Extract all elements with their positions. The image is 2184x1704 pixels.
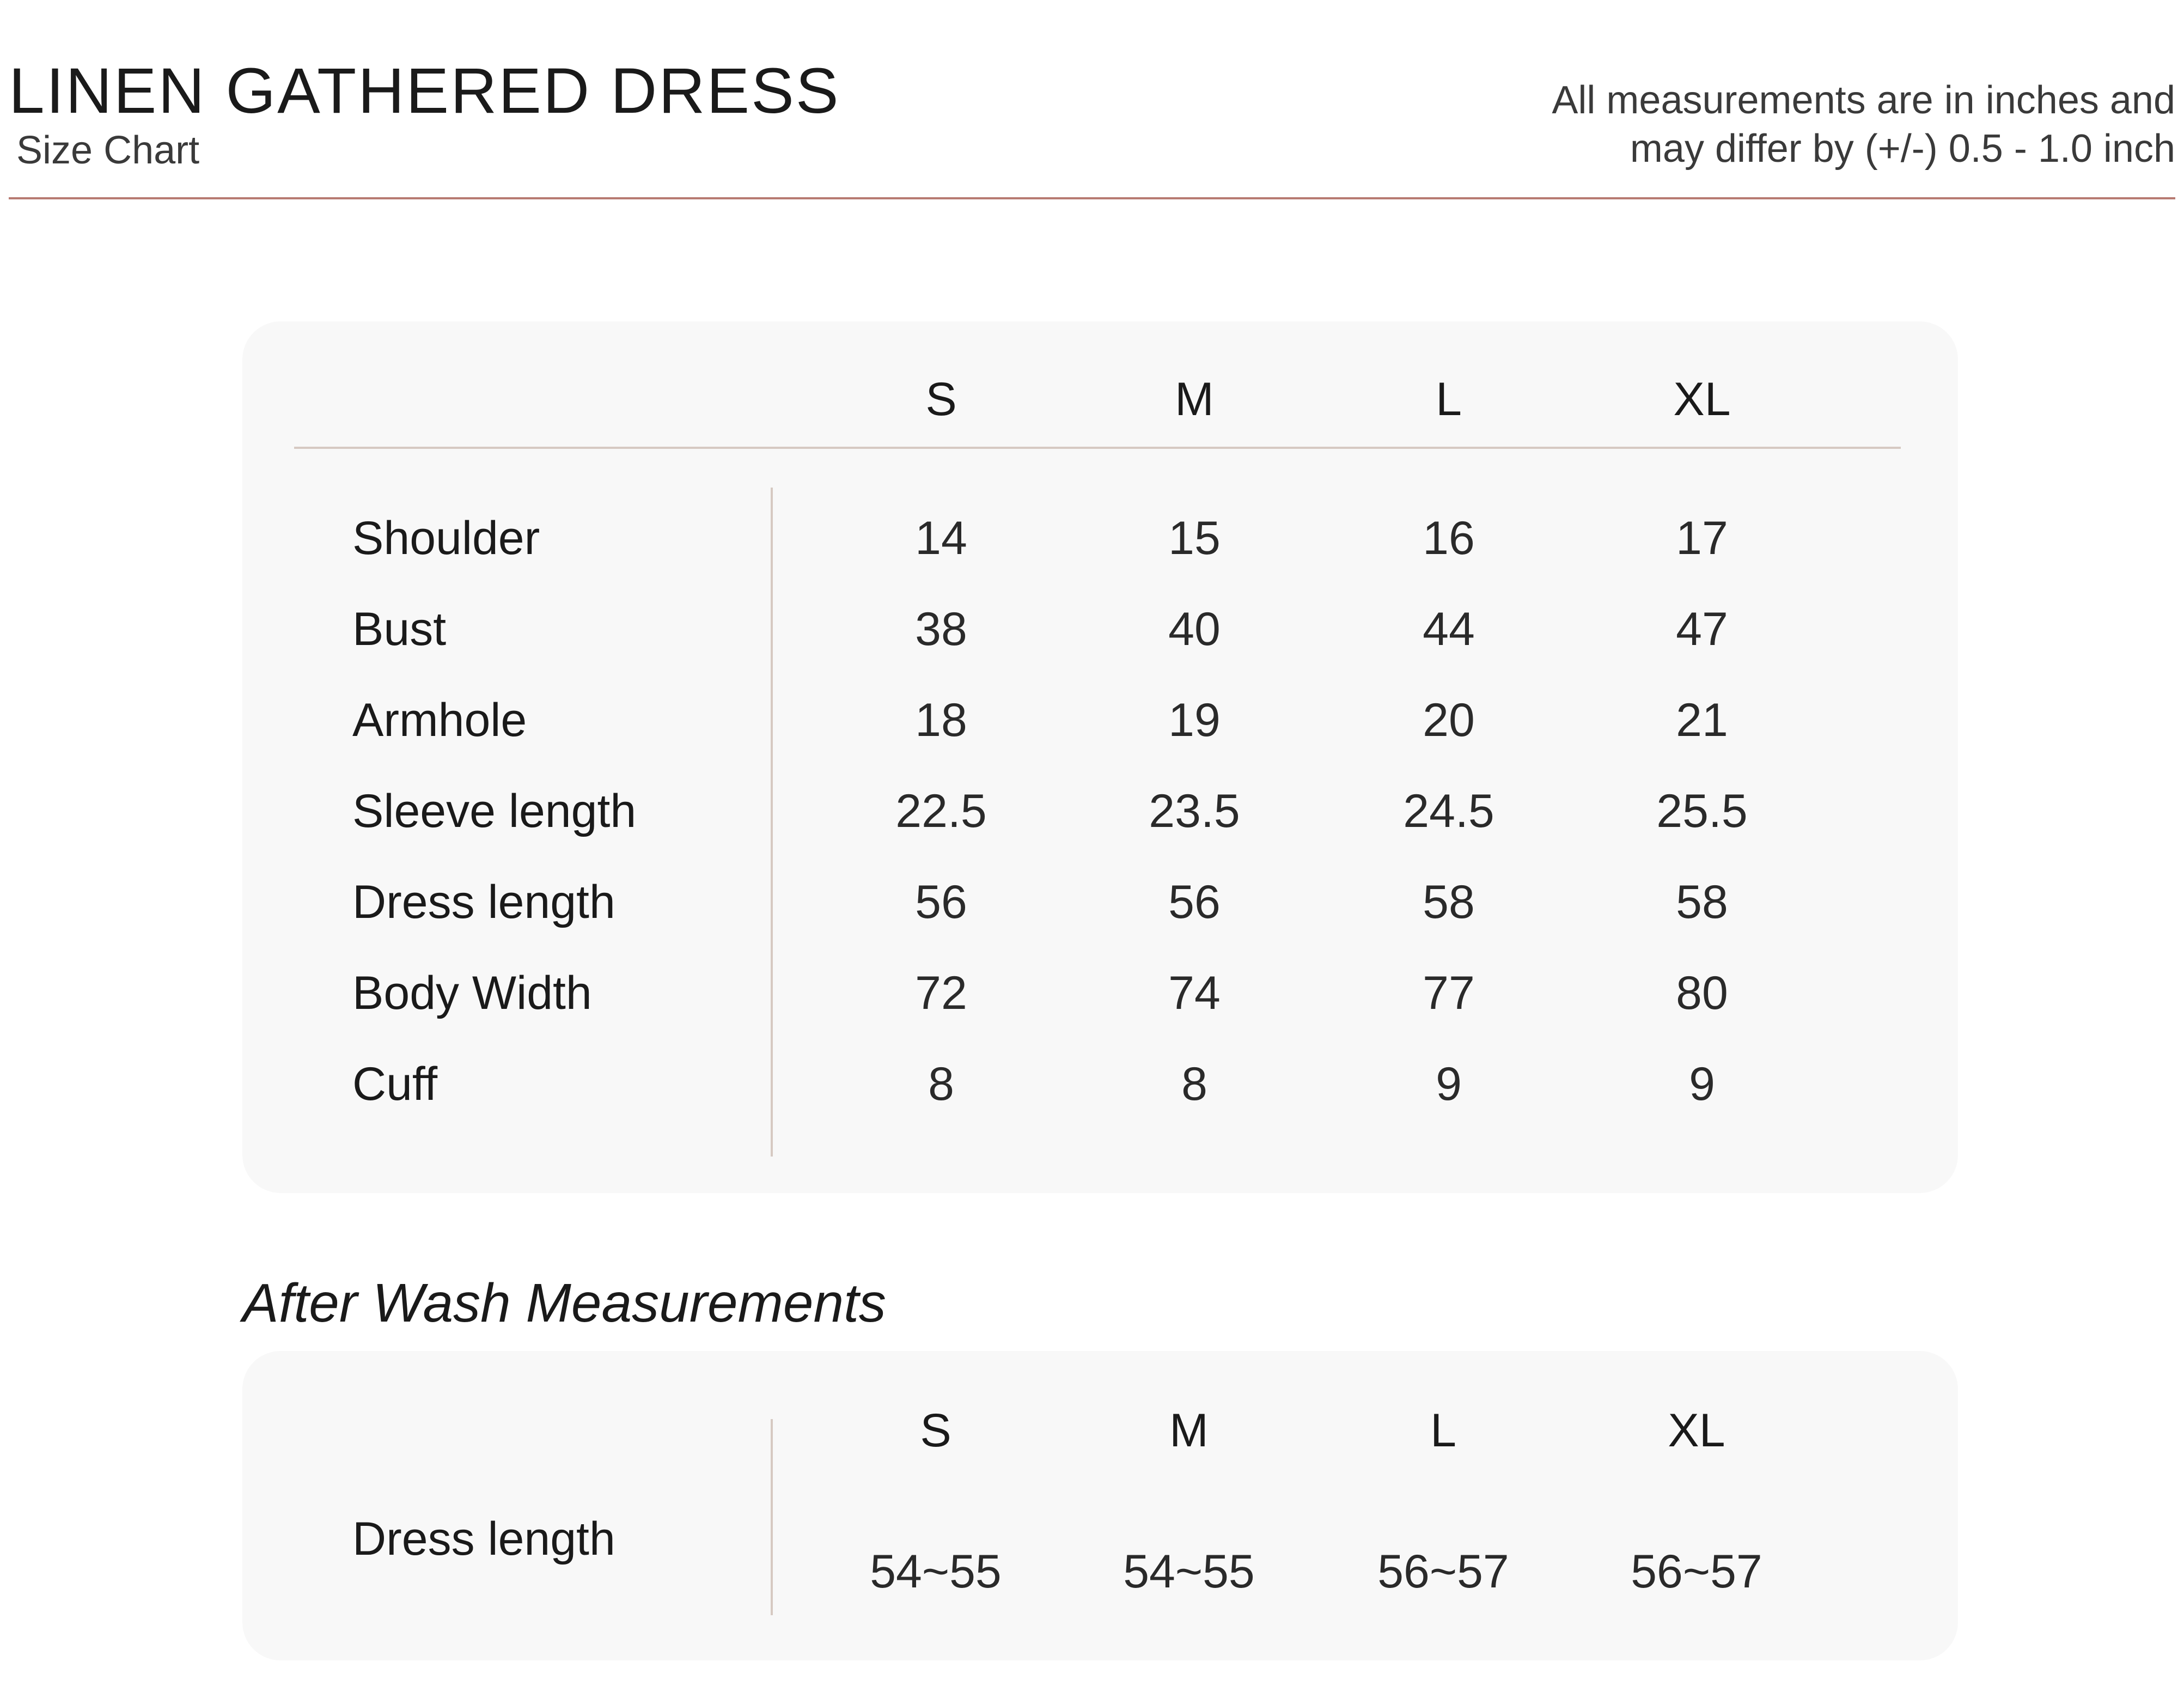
table-cell: 20 xyxy=(1423,694,1475,746)
table-cell: 25.5 xyxy=(1656,785,1748,837)
size-header-xl: XL xyxy=(1668,1404,1725,1457)
header-divider xyxy=(9,197,2175,199)
label-column-divider xyxy=(771,488,773,1157)
table-cell: 56~57 xyxy=(1377,1545,1509,1598)
size-chart-card xyxy=(242,321,1958,1193)
table-cell: 23.5 xyxy=(1149,785,1240,837)
table-cell: 80 xyxy=(1676,967,1728,1019)
table-cell: 17 xyxy=(1676,512,1728,564)
table-cell: 15 xyxy=(1168,512,1221,564)
measurement-note xyxy=(1552,76,2175,174)
size-header-m: M xyxy=(1169,1404,1209,1457)
table-cell: 58 xyxy=(1676,876,1728,928)
size-header-m: M xyxy=(1175,373,1214,425)
size-header-s: S xyxy=(920,1404,951,1457)
row-label-shoulder: Shoulder xyxy=(352,512,540,564)
row-label-dress-length: Dress length xyxy=(352,1513,615,1565)
size-header-l: L xyxy=(1430,1404,1456,1457)
table-cell: 40 xyxy=(1168,603,1221,655)
page-subtitle: Size Chart xyxy=(16,129,200,172)
table-cell: 54~55 xyxy=(870,1545,1002,1598)
table-cell: 58 xyxy=(1423,876,1475,928)
table-cell: 9 xyxy=(1689,1058,1715,1110)
table-cell: 56 xyxy=(1168,876,1221,928)
table-cell: 74 xyxy=(1168,967,1221,1019)
after-wash-card xyxy=(242,1351,1958,1660)
table-cell: 18 xyxy=(915,694,967,746)
size-header-l: L xyxy=(1436,373,1462,425)
table-cell: 16 xyxy=(1423,512,1475,564)
page-title: LINEN GATHERED DRESS xyxy=(9,55,840,127)
row-label-body-width: Body Width xyxy=(352,967,592,1019)
header-rule xyxy=(294,447,1901,449)
table-cell: 14 xyxy=(915,512,967,564)
table-cell: 24.5 xyxy=(1403,785,1494,837)
table-cell: 54~55 xyxy=(1123,1545,1255,1598)
row-label-dress-length: Dress length xyxy=(352,876,615,928)
row-label-armhole: Armhole xyxy=(352,694,527,746)
table-cell: 19 xyxy=(1168,694,1221,746)
table-cell: 56~57 xyxy=(1631,1545,1762,1598)
table-cell: 21 xyxy=(1676,694,1728,746)
row-label-cuff: Cuff xyxy=(352,1058,438,1110)
size-header-s: S xyxy=(925,373,957,425)
row-label-sleeve-length: Sleeve length xyxy=(352,785,637,837)
row-label-bust: Bust xyxy=(352,603,447,655)
table-cell: 38 xyxy=(915,603,967,655)
table-cell: 8 xyxy=(1181,1058,1207,1110)
table-cell: 9 xyxy=(1436,1058,1462,1110)
table-cell: 22.5 xyxy=(895,785,987,837)
measurement-note-line-1: All measurements are in inches and xyxy=(1552,78,2175,122)
label-column-divider xyxy=(771,1419,773,1615)
table-cell: 56 xyxy=(915,876,967,928)
table-cell: 72 xyxy=(915,967,967,1019)
table-cell: 8 xyxy=(928,1058,954,1110)
table-cell: 44 xyxy=(1423,603,1475,655)
table-cell: 47 xyxy=(1676,603,1728,655)
measurement-note-line-2: may differ by (+/-) 0.5 - 1.0 inch xyxy=(1630,127,2175,171)
table-cell: 77 xyxy=(1423,967,1475,1019)
size-header-xl: XL xyxy=(1673,373,1731,425)
after-wash-title: After Wash Measurements xyxy=(242,1273,886,1334)
